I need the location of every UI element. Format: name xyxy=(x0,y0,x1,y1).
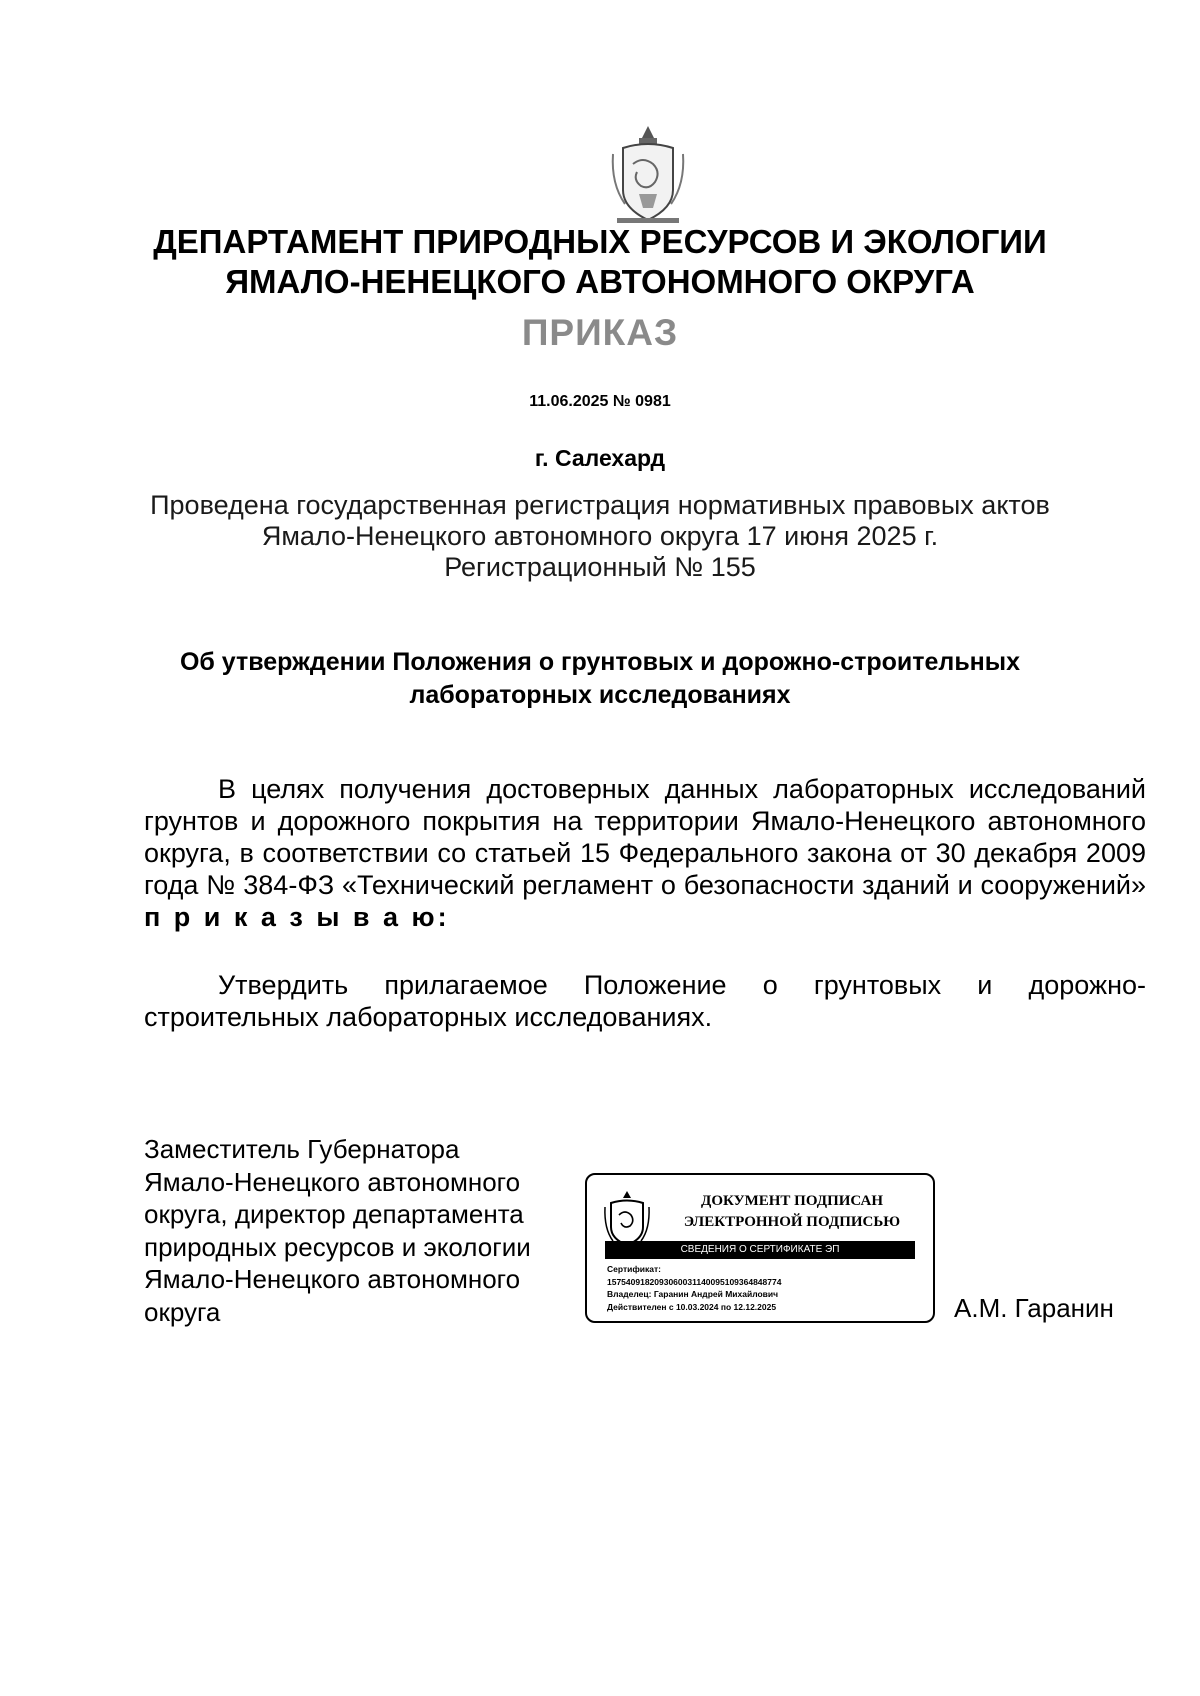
order-title-line-1: Об утверждении Положения о грунтовых и дорожно-строительных xyxy=(179,648,1021,676)
decision-paragraph: Утвердить прилагаемое Положение о грунтовых и дорожно-строительных лабораторных исследованиях. xyxy=(144,970,1146,1032)
signatory-position xyxy=(144,1133,584,1328)
certificate-owner: Владелец: Гаранин Андрей Михайлович xyxy=(607,1289,779,1299)
position-line: Ямало-Ненецкого автономного xyxy=(144,1264,521,1294)
order-title-line-2: лабораторных исследованиях xyxy=(409,681,791,709)
signatory-name: А.М. Гаранин xyxy=(954,1293,1114,1323)
certificate-label: Сертификат: xyxy=(607,1264,661,1274)
order-date-number: 11.06.2025 № 0981 xyxy=(529,393,671,410)
electronic-signature-stamp xyxy=(585,1173,935,1323)
stamp-emblem-icon xyxy=(603,1189,651,1249)
preamble-paragraph xyxy=(144,773,1146,933)
department-name-line-2: ЯМАЛО-НЕНЕЦКОГО АВТОНОМНОГО ОКРУГА xyxy=(225,263,975,300)
stamp-header xyxy=(657,1191,927,1233)
position-line: округа xyxy=(144,1296,221,1327)
document-type-title: ПРИКАЗ xyxy=(521,312,679,353)
registration-note xyxy=(100,490,1100,583)
registration-line-1: Проведена государственная регистрация нормативных правовых актов xyxy=(150,490,1050,520)
certificate-number: 1575409182093060031140095109364848774 xyxy=(607,1276,782,1287)
stamp-header-line-1: ДОКУМЕНТ ПОДПИСАН xyxy=(701,1193,883,1209)
certificate-details xyxy=(607,1263,781,1313)
order-title xyxy=(130,646,1070,712)
position-line: округа, директор департамента xyxy=(144,1199,524,1229)
registration-line-2: Ямало-Ненецкого автономного округа 17 июня 2025 г. xyxy=(261,521,939,551)
command-word: п р и к а з ы в а ю: xyxy=(144,902,450,932)
registration-line-3: Регистрационный № 155 xyxy=(444,552,756,582)
coat-of-arms-emblem xyxy=(609,124,687,226)
certificate-validity: Действителен с 10.03.2024 по 12.12.2025 xyxy=(607,1301,777,1312)
department-name-line-1: ДЕПАРТАМЕНТ ПРИРОДНЫХ РЕСУРСОВ И ЭКОЛОГИИ xyxy=(153,223,1047,260)
position-line: Ямало-Ненецкого автономного xyxy=(144,1166,521,1197)
stamp-header-line-2: ЭЛЕКТРОННОЙ ПОДПИСЬЮ xyxy=(683,1214,901,1230)
position-line: Заместитель Губернатора xyxy=(144,1134,460,1164)
issue-city: г. Салехард xyxy=(534,445,666,471)
preamble-text: В целях получения достоверных данных лабораторных исследований грунтов и дорожного покрытия на территории Ямало-Ненецкого автономного округа, в соответствии со статьей 15 Федерального закона от 30 декабря 2009 года № 384-ФЗ «Технический регламент о безопасности зданий и сооружений» xyxy=(144,774,1146,900)
certificate-info-bar: СВЕДЕНИЯ О СЕРТИФИКАТЕ ЭП xyxy=(605,1241,915,1259)
position-line: природных ресурсов и экологии xyxy=(144,1231,531,1262)
